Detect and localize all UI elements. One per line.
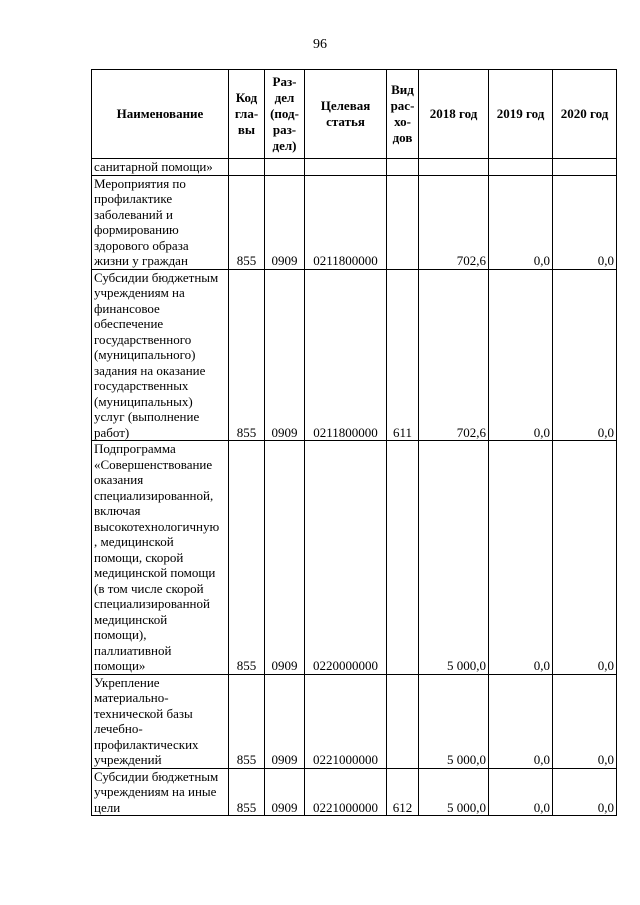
row-name-line: помощи), — [94, 627, 147, 642]
row-name-line: «Совершенствование — [94, 456, 213, 472]
row-name-line: материально- — [94, 690, 169, 705]
row-name-line: помощи» — [94, 658, 146, 673]
header-chapter-code: Код гла- вы — [229, 70, 265, 159]
row-name-line: задания на оказание — [94, 362, 206, 378]
header-year-2020: 2020 год — [553, 70, 617, 159]
row-name — [92, 159, 229, 176]
row-name-line: паллиативной — [94, 642, 172, 658]
amount-2018-cell: 702,6 — [419, 269, 489, 441]
row-name-line: лечебно- — [94, 721, 143, 736]
row-name-line: государственных — [94, 378, 189, 393]
row-name-line: жизни у граждан — [94, 253, 188, 268]
target-article-cell: 0211800000 — [305, 269, 387, 441]
row-name-line: Мероприятия по — [94, 175, 186, 191]
row-name-line: Подпрограмма — [94, 441, 176, 456]
row-name — [92, 269, 229, 441]
row-name-line: цели — [94, 799, 121, 815]
amount-2020-cell: 0,0 — [553, 175, 617, 269]
expense-type-cell — [387, 159, 419, 176]
row-name-line: работ) — [94, 424, 130, 440]
chapter-code-cell: 855 — [229, 175, 265, 269]
row-name-line: формированию — [94, 222, 179, 237]
header-name: Наименование — [92, 70, 229, 159]
section-cell: 0909 — [265, 441, 305, 675]
row-name-line: обеспечение — [94, 316, 164, 331]
header-expense-type: Вид рас- хо- дов — [387, 70, 419, 159]
row-name-line: помощи, скорой — [94, 549, 184, 565]
row-name-line: государственного — [94, 331, 192, 347]
header-year-2019: 2019 год — [489, 70, 553, 159]
row-name-line: включая — [94, 503, 141, 518]
row-name-line: заболеваний и — [94, 206, 173, 222]
expense-type-cell: 611 — [387, 269, 419, 441]
amount-2020-cell — [553, 159, 617, 176]
header-section: Раз- дел (под- раз- дел) — [265, 70, 305, 159]
amount-2018-cell: 702,6 — [419, 175, 489, 269]
row-name-line: услуг (выполнение — [94, 409, 200, 424]
row-name-line: санитарной помощи» — [94, 159, 213, 174]
amount-2019-cell: 0,0 — [489, 441, 553, 675]
section-cell: 0909 — [265, 175, 305, 269]
chapter-code-cell: 855 — [229, 674, 265, 768]
row-name — [92, 441, 229, 675]
row-name-line: медицинской — [94, 611, 168, 627]
table-row — [92, 175, 617, 269]
expense-type-cell: 612 — [387, 768, 419, 816]
row-name-line: учреждениям на иные — [94, 784, 217, 799]
chapter-code-cell — [229, 159, 265, 176]
row-name-line: здорового образа — [94, 237, 189, 253]
header-target-article: Целевая статья — [305, 70, 387, 159]
row-name — [92, 768, 229, 816]
section-cell: 0909 — [265, 674, 305, 768]
amount-2019-cell — [489, 159, 553, 176]
table-row — [92, 159, 617, 176]
amount-2019-cell: 0,0 — [489, 768, 553, 816]
table-row — [92, 269, 617, 441]
amount-2020-cell: 0,0 — [553, 768, 617, 816]
header-row — [92, 70, 617, 159]
table-row — [92, 674, 617, 768]
amount-2020-cell: 0,0 — [553, 269, 617, 441]
target-article-cell: 0220000000 — [305, 441, 387, 675]
row-name-line: (в том числе скорой — [94, 580, 204, 596]
row-name-line: (муниципального) — [94, 347, 196, 362]
section-cell — [265, 159, 305, 176]
row-name-line: высокотехнологичную — [94, 518, 220, 534]
chapter-code-cell: 855 — [229, 768, 265, 816]
expense-type-cell — [387, 175, 419, 269]
row-name-line: финансовое — [94, 300, 160, 316]
expense-type-cell — [387, 441, 419, 675]
row-name-line: специализированной, — [94, 487, 214, 503]
row-name-line: (муниципальных) — [94, 393, 193, 409]
row-name-line: Субсидии бюджетным — [94, 768, 219, 784]
row-name-line: Укрепление — [94, 674, 160, 690]
page-number: 96 — [313, 37, 327, 52]
amount-2018-cell: 5 000,0 — [419, 674, 489, 768]
row-name — [92, 175, 229, 269]
row-name-line: технической базы — [94, 705, 193, 721]
section-cell: 0909 — [265, 768, 305, 816]
row-name-line: медицинской помощи — [94, 565, 216, 580]
row-name — [92, 674, 229, 768]
row-name-line: профилактике — [94, 191, 173, 206]
budget-table — [91, 69, 617, 816]
amount-2019-cell: 0,0 — [489, 175, 553, 269]
amount-2018-cell: 5 000,0 — [419, 768, 489, 816]
target-article-cell: 0211800000 — [305, 175, 387, 269]
target-article-cell: 0221000000 — [305, 674, 387, 768]
header-year-2018: 2018 год — [419, 70, 489, 159]
amount-2019-cell: 0,0 — [489, 269, 553, 441]
amount-2018-cell: 5 000,0 — [419, 441, 489, 675]
amount-2019-cell: 0,0 — [489, 674, 553, 768]
chapter-code-cell: 855 — [229, 269, 265, 441]
section-cell: 0909 — [265, 269, 305, 441]
target-article-cell: 0221000000 — [305, 768, 387, 816]
amount-2020-cell: 0,0 — [553, 674, 617, 768]
chapter-code-cell: 855 — [229, 441, 265, 675]
row-name-line: оказания — [94, 472, 144, 487]
table-row — [92, 441, 617, 675]
row-name-line: учреждений — [94, 752, 162, 767]
row-name-line: специализированной — [94, 596, 210, 611]
target-article-cell — [305, 159, 387, 176]
expense-type-cell — [387, 674, 419, 768]
amount-2018-cell — [419, 159, 489, 176]
row-name-line: учреждениям на — [94, 285, 185, 300]
row-name-line: профилактических — [94, 736, 199, 752]
row-name-line: Субсидии бюджетным — [94, 269, 219, 285]
row-name-line: , медицинской — [94, 534, 174, 549]
amount-2020-cell: 0,0 — [553, 441, 617, 675]
table-row — [92, 768, 617, 816]
